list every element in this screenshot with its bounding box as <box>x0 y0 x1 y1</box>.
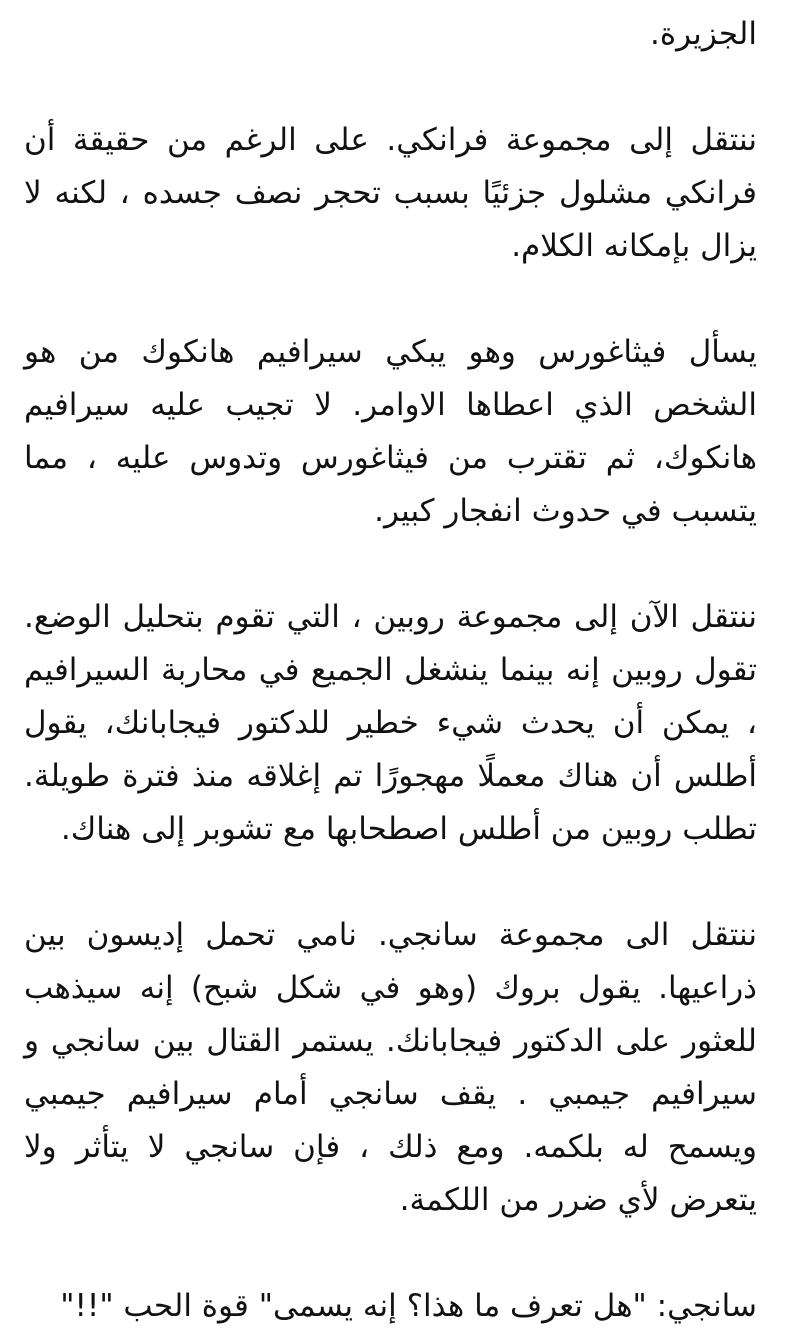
paragraph-pythagoras-hancock: يسأل فيثاغورس وهو يبكي سيرافيم هانكوك من هو الشخص الذي اعطاها الاوامر. لا تجيب عليه سيرافيم هانكوك، ثم تقترب من فيثاغورس وتدوس عليه ، مما يتسبب في حدوث انفجار كبير. <box>24 334 757 529</box>
paragraph-gap <box>24 856 757 909</box>
paragraph-gap <box>24 61 757 114</box>
paragraph-gap <box>24 1227 757 1280</box>
paragraph-gap <box>24 273 757 326</box>
paragraph-robin-group: ننتقل الآن إلى مجموعة روبين ، التي تقوم بتحليل الوضع. تقول روبين إنه بينما ينشغل الجميع في محاربة السيرافيم ، يمكن أن يحدث شيء خطير للدكتور فيجابانك، يقول أطلس أن هناك معملًا مهجورًا تم إغلاقه منذ فترة طويلة. تطلب روبين من أطلس اصطحابها مع تشوبر إلى هناك. <box>24 599 757 847</box>
paragraph-gap <box>24 538 757 591</box>
paragraph-sanji-group: ننتقل الى مجموعة سانجي. نامي تحمل إديسون بين ذراعيها. يقول بروك (وهو في شكل شبح) إنه سيذهب للعثور على الدكتور فيجابانك. يستمر القتال بين سانجي و سيرافيم جيمبي . يقف سانجي أمام سيرافيم جيمبي ويسمح له بلكمه. ومع ذلك ، فإن سانجي لا يتأثر ولا يتعرض لأي ضرر من اللكمة. <box>24 917 757 1218</box>
paragraph-franky-group: ننتقل إلى مجموعة فرانكي. على الرغم من حقيقة أن فرانكي مشلول جزئيًا بسبب تحجر نصف جسده ، لكنه لا يزال بإمكانه الكلام. <box>24 122 757 264</box>
paragraph-fragment-island: الجزيرة. <box>649 16 757 52</box>
paragraph-sanji-quote: سانجي: "هل تعرف ما هذا؟ إنه يسمى" قوة الحب "!!" <box>60 1288 757 1324</box>
